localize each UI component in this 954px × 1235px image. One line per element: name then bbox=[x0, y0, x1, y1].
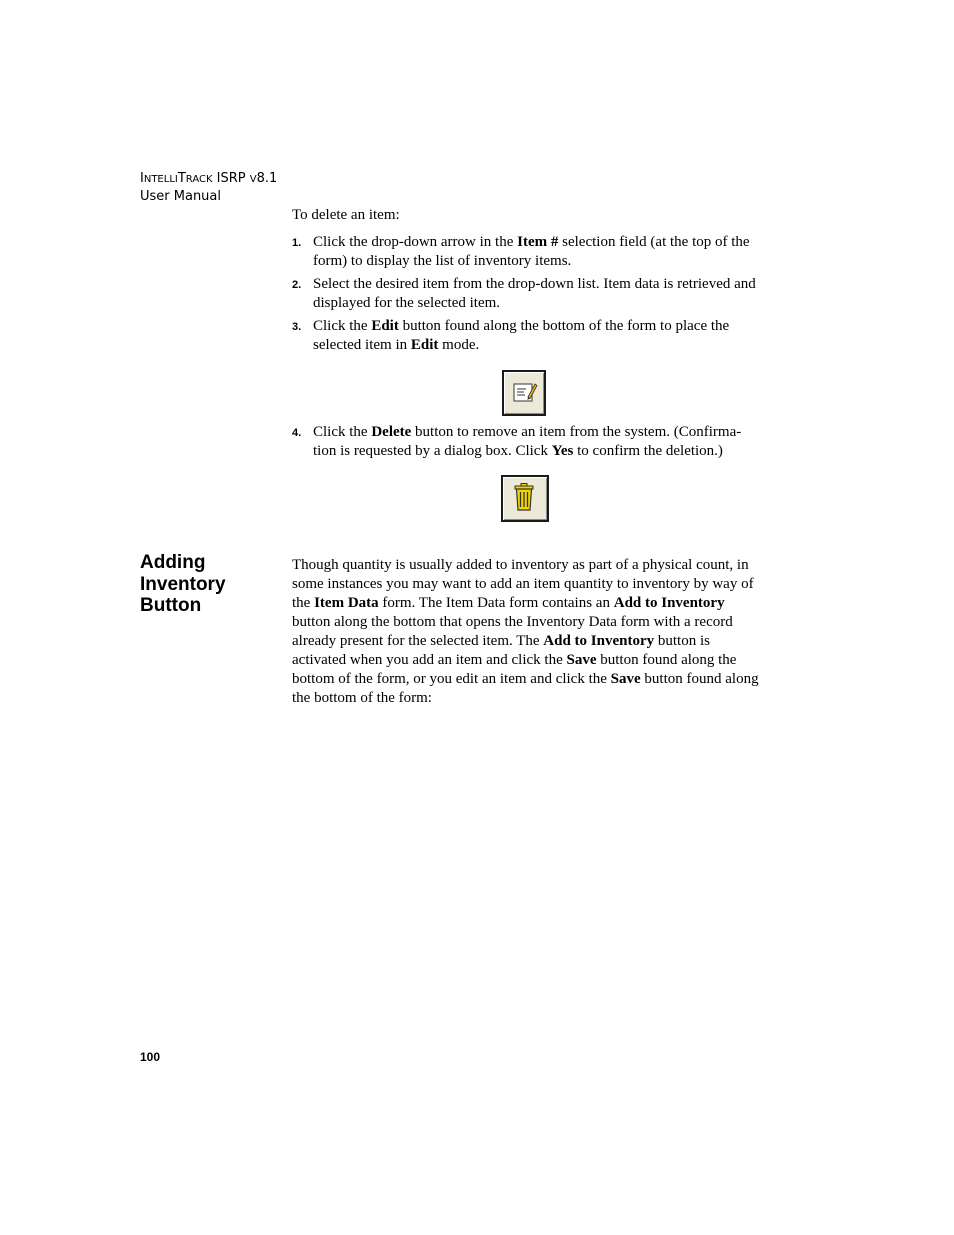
step-text-part: Click the drop-down arrow in the bbox=[313, 234, 518, 250]
paragraph-bold: Add to Inventory bbox=[613, 595, 725, 611]
step-4 bbox=[292, 423, 762, 461]
step-3 bbox=[292, 317, 762, 355]
step-text-bold: Item # bbox=[517, 234, 559, 250]
product-title-initial-2: T bbox=[177, 171, 186, 186]
product-title-smallcaps-1: NTELLI bbox=[143, 174, 178, 185]
step-text-bold: Delete bbox=[371, 424, 412, 440]
step-text bbox=[313, 423, 762, 461]
step-text bbox=[313, 233, 762, 271]
section-heading bbox=[140, 552, 226, 617]
paragraph-bold: Save bbox=[566, 652, 597, 668]
paragraph-text: form. The Item Data form contains an bbox=[378, 595, 614, 611]
step-number: 3. bbox=[292, 321, 302, 333]
paragraph-text: button found along the bottom of the form: bbox=[292, 671, 759, 706]
step-text-part: mode. bbox=[438, 337, 480, 353]
edit-button-image bbox=[502, 370, 546, 416]
step-number: 1. bbox=[292, 237, 302, 249]
step-number: 2. bbox=[292, 279, 302, 291]
manual-subtitle: User Manual bbox=[140, 189, 222, 204]
paragraph-bold: Add to Inventory bbox=[543, 633, 655, 649]
step-text-bold: Edit bbox=[410, 337, 439, 353]
intro-text: To delete an item: bbox=[292, 207, 400, 223]
paragraph-bold: Item Data bbox=[314, 595, 379, 611]
step-text-bold: Yes bbox=[551, 443, 574, 459]
step-2 bbox=[292, 275, 762, 313]
step-text-part: Click the bbox=[313, 424, 372, 440]
product-title-initial-1: I bbox=[140, 171, 144, 186]
section-paragraph bbox=[292, 556, 762, 708]
step-text-bold: Edit bbox=[371, 318, 399, 334]
page-number: 100 bbox=[140, 1050, 161, 1064]
paragraph-text: button along the bottom that opens the Inventory Data form with a record already present for the selected item. The bbox=[292, 614, 733, 649]
step-text-part: to confirm the deletion.) bbox=[573, 443, 723, 459]
running-header bbox=[140, 170, 277, 205]
step-text-part: selection field (at the top of the form) to display the list of inventory items. bbox=[313, 234, 750, 269]
paragraph-text: Though quantity is usually added to inventory as part of a physical count, in some instances you may want to add an item quantity to inventory by way of the bbox=[292, 557, 754, 611]
section-heading-line: Button bbox=[140, 595, 202, 616]
product-version-v: V bbox=[249, 174, 257, 185]
section-heading-line: Adding bbox=[140, 552, 206, 573]
trash-icon bbox=[503, 477, 547, 520]
product-title-isrp: ISRP bbox=[212, 171, 250, 186]
step-text-part: button to remove an item from the system. (Confirma-tion is requested by a dialog box. Click bbox=[313, 424, 742, 459]
paragraph-bold: Save bbox=[610, 671, 641, 687]
section-heading-line: Inventory bbox=[140, 573, 226, 595]
product-title bbox=[140, 170, 277, 188]
step-text-part: Click the bbox=[313, 318, 372, 334]
step-text-part: button found along the bottom of the form to place the selected item in bbox=[313, 318, 730, 353]
product-version-number: 8.1 bbox=[256, 171, 278, 186]
step-text bbox=[313, 317, 762, 355]
paragraph-text: button found along the bottom of the form, or you edit an item and click the bbox=[292, 652, 737, 687]
step-text-part: Select the desired item from the drop-down list. Item data is retrieved and displayed for the selected item. bbox=[313, 276, 756, 311]
delete-button-image bbox=[501, 475, 549, 522]
paragraph-text: button is activated when you add an item and click the bbox=[292, 633, 710, 668]
step-number: 4. bbox=[292, 427, 302, 439]
step-text bbox=[313, 275, 762, 313]
step-1 bbox=[292, 233, 762, 271]
product-title-smallcaps-2: RACK bbox=[185, 174, 213, 185]
edit-icon bbox=[504, 372, 544, 414]
